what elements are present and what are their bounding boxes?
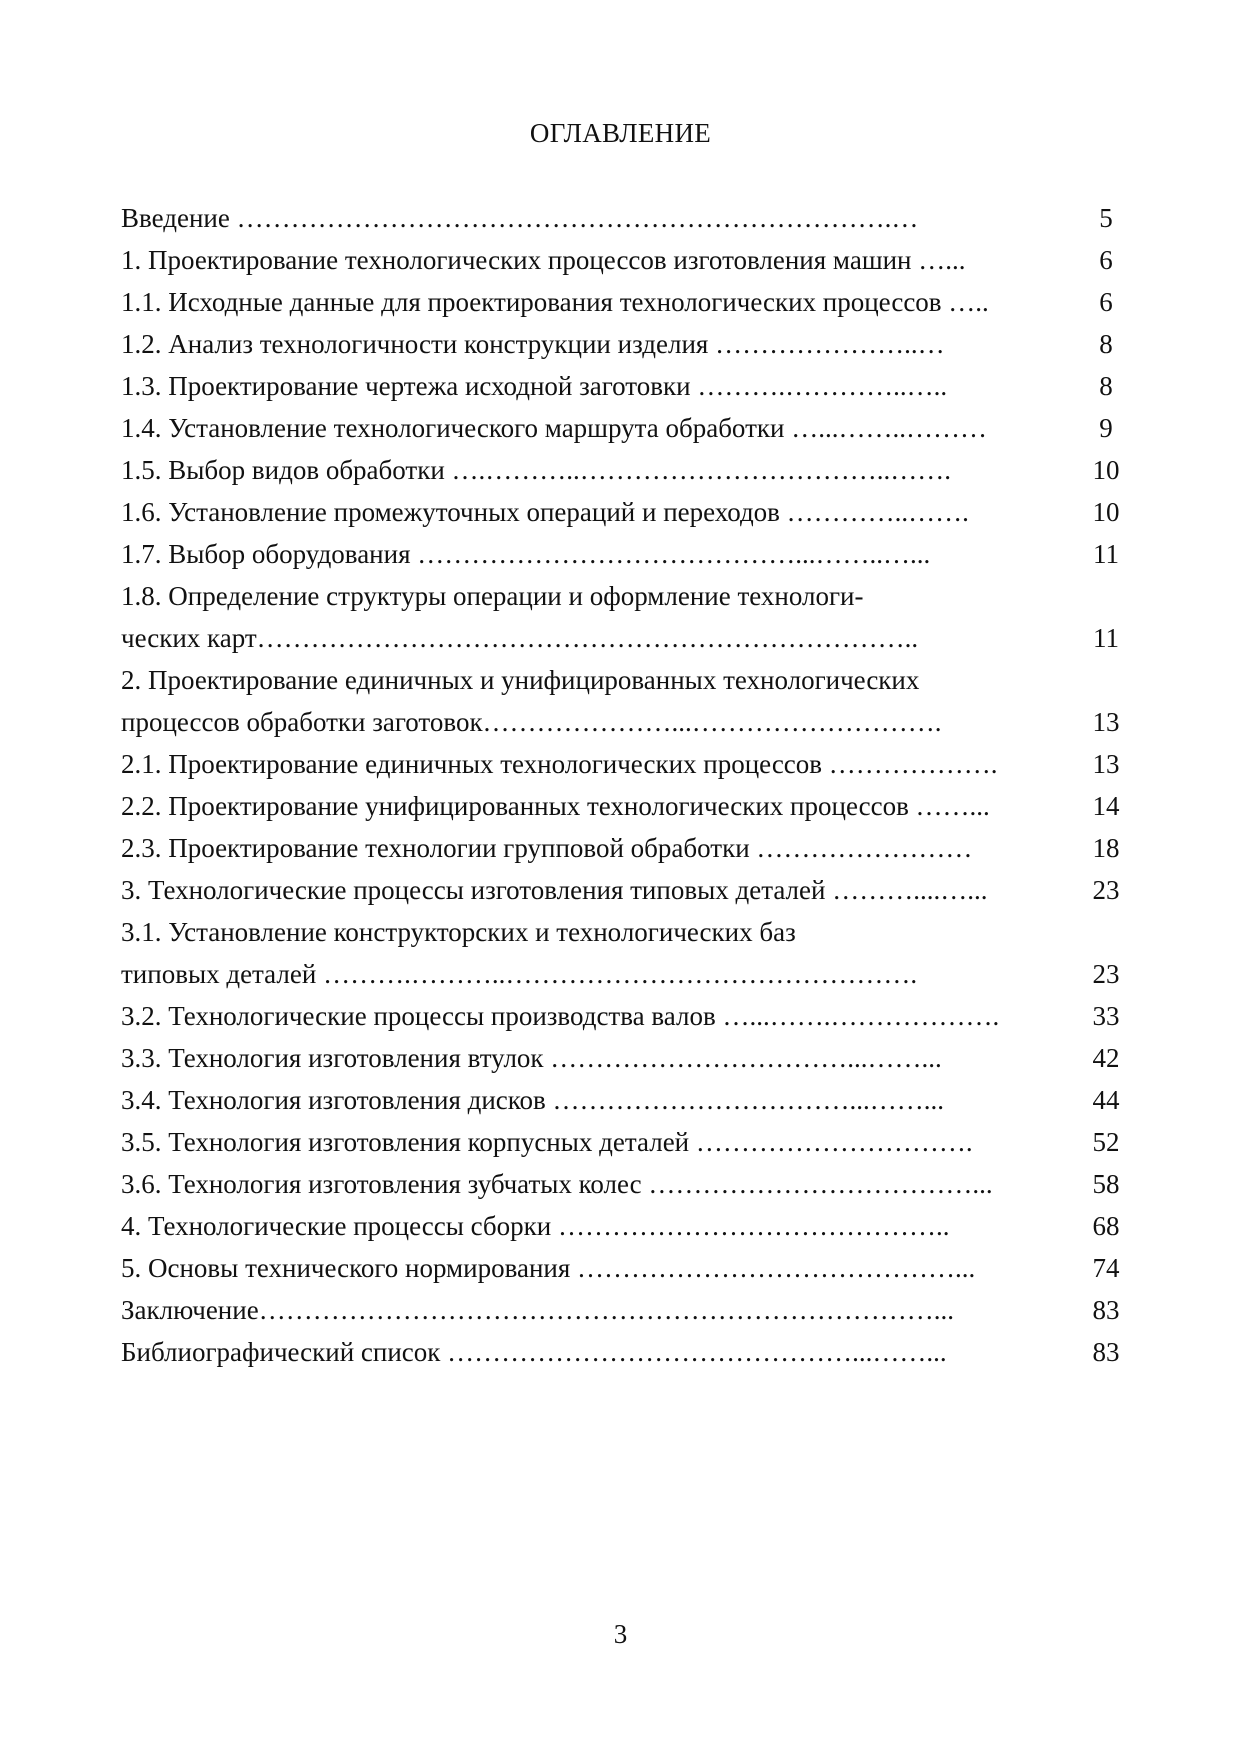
toc-entry — [121, 831, 1126, 873]
toc-entry-text: ческих карт……………………………………………………………….. — [121, 623, 919, 653]
toc-entry-page: 18 — [1092, 833, 1120, 863]
toc-entry-page: 8 — [1099, 329, 1113, 359]
toc-entry-page: 23 — [1092, 959, 1120, 989]
toc-entry-page: 6 — [1099, 287, 1113, 317]
toc-entry-page: 8 — [1099, 371, 1113, 401]
toc-entry-text: 3. Технологические процессы изготовления типовых деталей ………....…... — [121, 875, 988, 905]
toc-entry — [121, 957, 1126, 999]
toc-entry-text: 3.5. Технология изготовления корпусных деталей …………………………. — [121, 1127, 973, 1157]
toc-entry — [121, 915, 1126, 957]
toc-entry — [121, 1335, 1126, 1377]
toc-entry-page: 83 — [1092, 1295, 1120, 1325]
toc-entry-page: 10 — [1092, 497, 1120, 527]
toc-entry — [121, 1083, 1126, 1125]
toc-entry-text: 3.2. Технологические процессы производства валов …...…….………………. — [121, 1001, 1000, 1031]
toc-entry-page: 42 — [1092, 1043, 1120, 1073]
toc-entry-text: Введение ……………………………………………………………….… — [121, 203, 919, 233]
toc-entry — [121, 579, 1126, 621]
toc-entry-text: 2.1. Проектирование единичных технологических процессов ………………. — [121, 749, 998, 779]
toc-entry — [121, 243, 1126, 285]
toc-entry-text: 1.7. Выбор оборудования ……………………………………...……..…... — [121, 539, 931, 569]
toc-entry-text: 3.4. Технология изготовления дисков ……………………………...……... — [121, 1085, 945, 1115]
toc-entry — [121, 201, 1126, 243]
toc-entry-text: 3.6. Технология изготовления зубчатых колес ………………………………... — [121, 1169, 993, 1199]
toc-entry-page: 52 — [1092, 1127, 1120, 1157]
toc-entry-page: 13 — [1092, 707, 1120, 737]
toc-entry-page: 58 — [1092, 1169, 1120, 1199]
toc-entry-text: Библиографический список ………………………………………...……... — [121, 1337, 947, 1367]
toc-entry-text: 1. Проектирование технологических процессов изготовления машин …... — [121, 245, 966, 275]
toc-entry — [121, 495, 1126, 537]
toc-entry-text: типовых деталей ……….………..………………………………………. — [121, 959, 918, 989]
toc-entry-text: Заключение…………………………………………………………………... — [121, 1295, 954, 1325]
toc-entry-text: 1.1. Исходные данные для проектирования технологических процессов ….. — [121, 287, 989, 317]
toc-entry — [121, 1293, 1126, 1335]
toc-entry — [121, 285, 1126, 327]
toc-entry-text: 4. Технологические процессы сборки …………………………………….. — [121, 1211, 950, 1241]
toc-entry-text: 2.3. Проектирование технологии групповой обработки …………………… — [121, 833, 973, 863]
toc-entry — [121, 1041, 1126, 1083]
toc-entry-page: 68 — [1092, 1211, 1120, 1241]
toc-entry-page: 23 — [1092, 875, 1120, 905]
toc-entry — [121, 537, 1126, 579]
page-number: 3 — [613, 1619, 628, 1649]
toc-entry-page: 14 — [1092, 791, 1120, 821]
toc-entry — [121, 705, 1126, 747]
toc-entry-text: 1.3. Проектирование чертежа исходной заготовки ……….…………..….. — [121, 371, 948, 401]
toc-entry — [121, 1125, 1126, 1167]
toc-entry-text: 3.1. Установление конструкторских и технологических баз — [121, 917, 796, 947]
toc-entry-page: 13 — [1092, 749, 1120, 779]
toc-entry — [121, 1209, 1126, 1251]
toc-entry-page: 83 — [1092, 1337, 1120, 1367]
toc-entry — [121, 1251, 1126, 1293]
toc-entry — [121, 789, 1126, 831]
toc-entry-page: 9 — [1099, 413, 1113, 443]
table-of-contents — [121, 201, 1126, 1377]
page-title: ОГЛАВЛЕНИЕ — [529, 118, 712, 148]
toc-entry — [121, 621, 1126, 663]
toc-entry-page: 44 — [1092, 1085, 1120, 1115]
toc-entry-page: 33 — [1092, 1001, 1120, 1031]
toc-entry — [121, 411, 1126, 453]
toc-entry-page: 74 — [1092, 1253, 1120, 1283]
toc-entry — [121, 747, 1126, 789]
toc-entry-text: 2.2. Проектирование унифицированных технологических процессов ……... — [121, 791, 990, 821]
toc-entry-page: 10 — [1092, 455, 1120, 485]
toc-entry-text: процессов обработки заготовок…………………...………………………. — [121, 707, 942, 737]
toc-entry — [121, 999, 1126, 1041]
toc-entry-text: 3.3. Технология изготовления втулок ……………………………...……... — [121, 1043, 942, 1073]
toc-entry — [121, 873, 1126, 915]
toc-entry-text: 1.4. Установление технологического маршрута обработки …...……..……… — [121, 413, 987, 443]
toc-entry — [121, 327, 1126, 369]
toc-entry-text: 5. Основы технического нормирования ……………………………………... — [121, 1253, 976, 1283]
toc-entry — [121, 369, 1126, 411]
toc-entry-text: 2. Проектирование единичных и унифицированных технологических — [121, 665, 920, 695]
toc-entry-page: 11 — [1093, 539, 1119, 569]
toc-entry-text: 1.8. Определение структуры операции и оформление технологи- — [121, 581, 864, 611]
toc-entry-page: 6 — [1099, 245, 1113, 275]
toc-entry — [121, 1167, 1126, 1209]
toc-entry-text: 1.2. Анализ технологичности конструкции изделия …………………..… — [121, 329, 945, 359]
toc-entry-page: 11 — [1093, 623, 1119, 653]
toc-entry-text: 1.5. Выбор видов обработки ….………..……………………………..……. — [121, 455, 952, 485]
toc-entry — [121, 663, 1126, 705]
toc-entry-page: 5 — [1099, 203, 1113, 233]
toc-entry-text: 1.6. Установление промежуточных операций и переходов …………..……. — [121, 497, 969, 527]
toc-entry — [121, 453, 1126, 495]
